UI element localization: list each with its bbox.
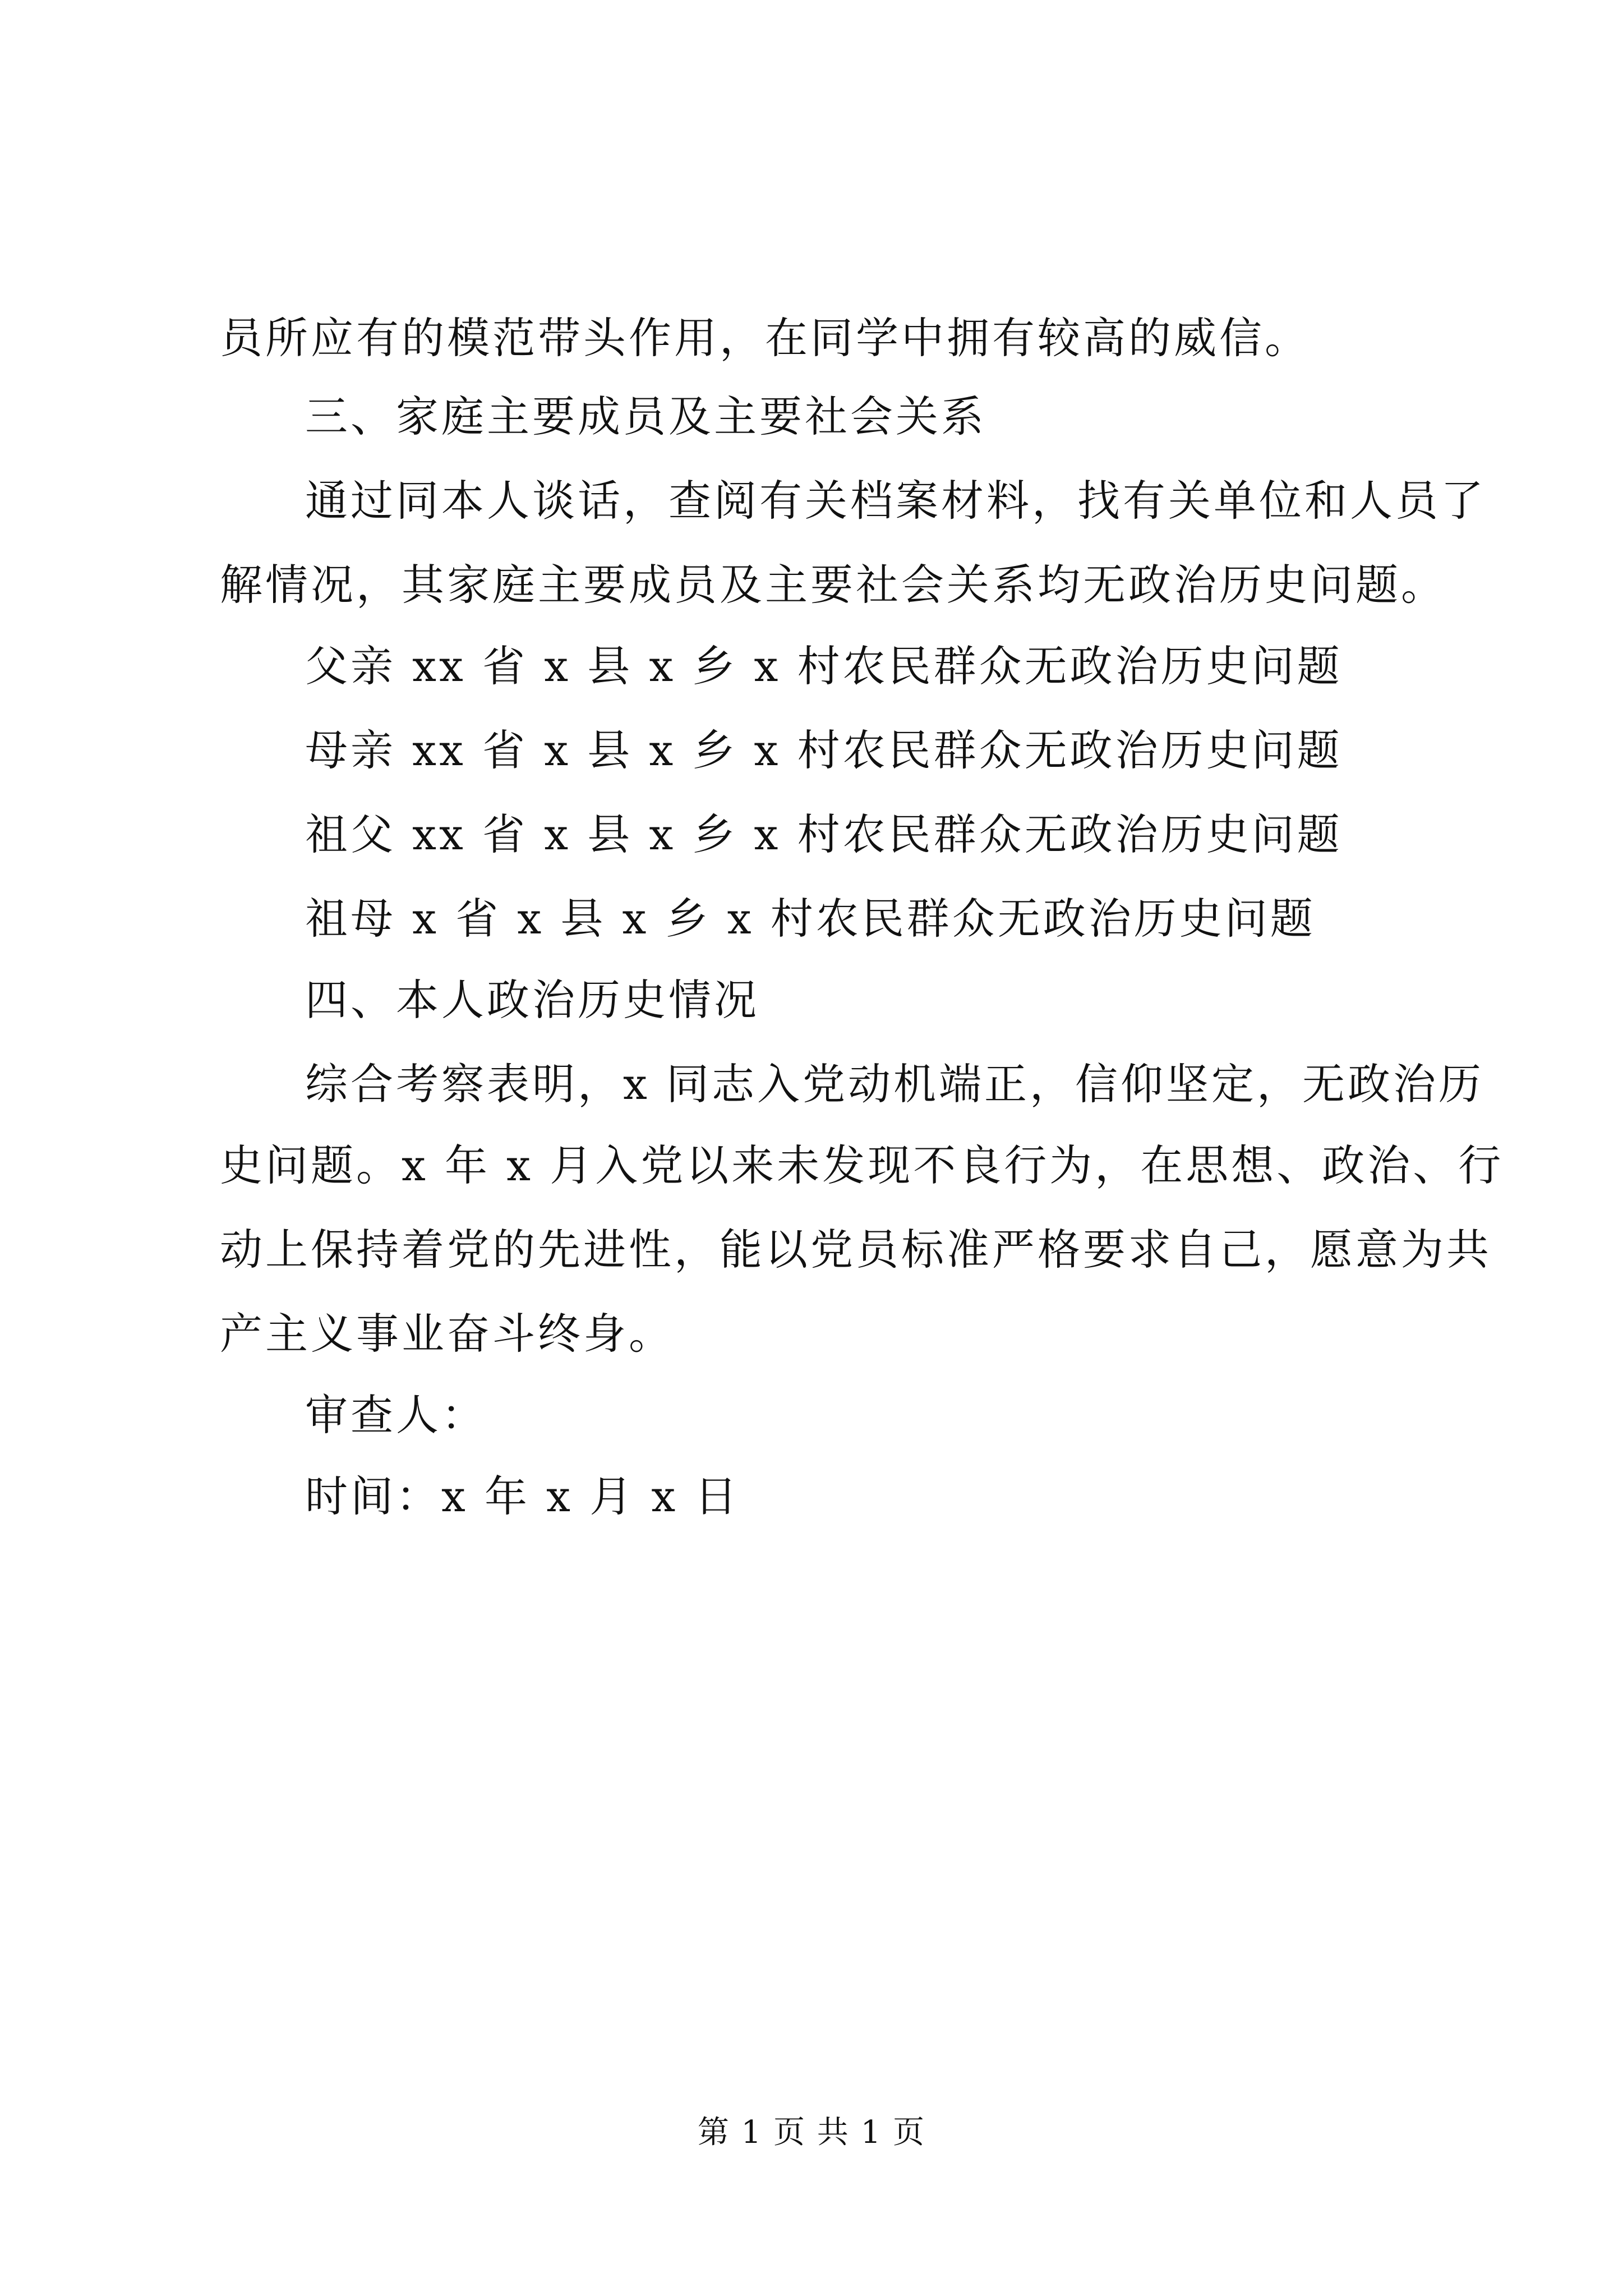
date-line: 时间：x 年 x 月 x 日: [305, 1471, 740, 1521]
text-line-13: 产主义事业奋斗终身。: [220, 1309, 674, 1359]
family-member-grandfather: 祖父 xx 省 x 县 x 乡 x 村农民群众无政治历史问题: [305, 809, 1343, 859]
reviewer-label: 审查人：: [305, 1390, 487, 1440]
family-member-mother: 母亲 xx 省 x 县 x 乡 x 村农民群众无政治历史问题: [305, 725, 1343, 775]
family-member-father: 父亲 xx 省 x 县 x 乡 x 村农民群众无政治历史问题: [305, 641, 1343, 691]
text-line-12: 动上保持着党的先进性，能以党员标准严格要求自己，愿意为共: [220, 1225, 1492, 1274]
section-heading-4: 四、本人政治历史情况: [305, 975, 759, 1025]
text-line-3: 通过同本人谈话，查阅有关档案材料，找有关单位和人员了: [305, 476, 1486, 526]
text-line-10: 综合考察表明，x 同志入党动机端正，信仰坚定，无政治历: [305, 1059, 1484, 1109]
text-line-11: 史问题。x 年 x 月入党以来未发现不良行为，在思想、政治、行: [220, 1140, 1504, 1190]
text-line-4: 解情况，其家庭主要成员及主要社会关系均无政治历史问题。: [220, 560, 1446, 610]
family-member-grandmother: 祖母 x 省 x 县 x 乡 x 村农民群众无政治历史问题: [305, 894, 1316, 944]
section-heading-3: 三、家庭主要成员及主要社会关系: [305, 392, 986, 441]
text-line-1: 员所应有的模范带头作用，在同学中拥有较高的威信。: [220, 313, 1310, 363]
page-footer: 第 1 页 共 1 页: [697, 2114, 926, 2151]
